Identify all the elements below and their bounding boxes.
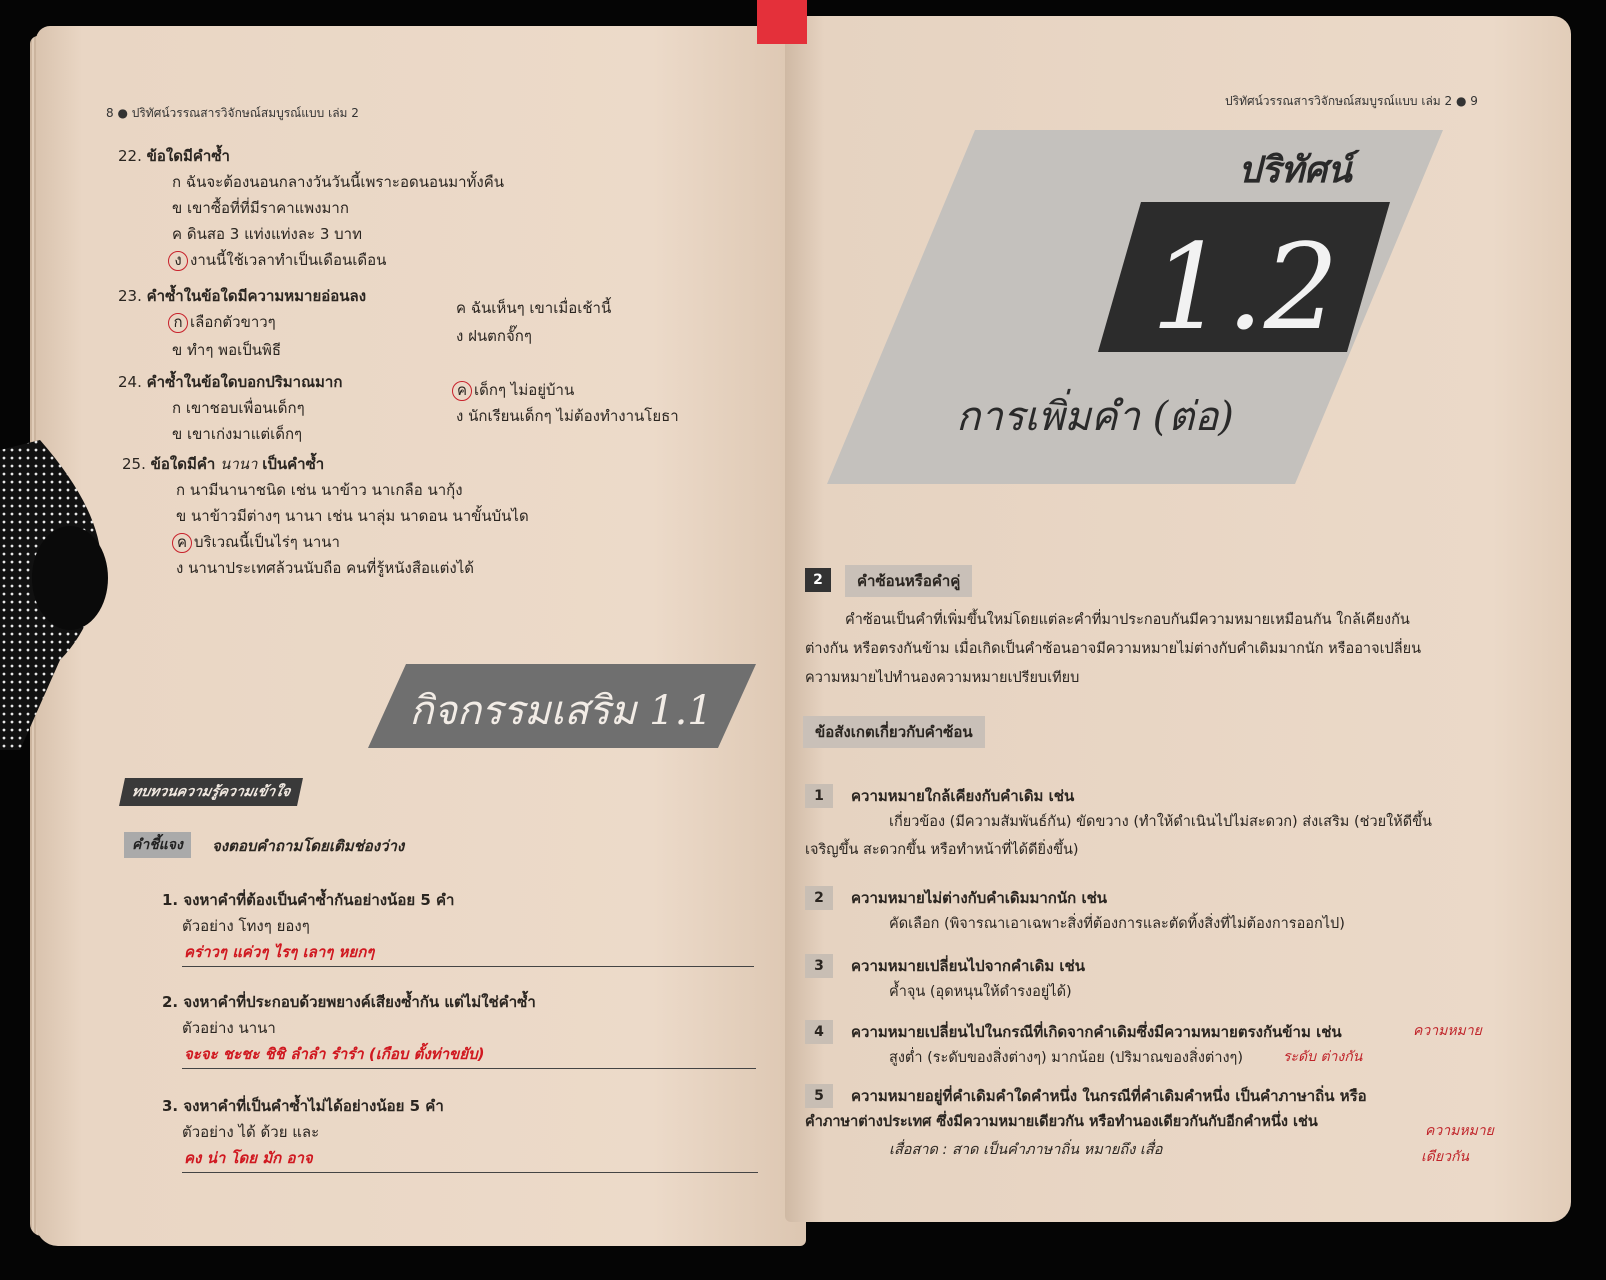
answer-circle: ก	[168, 313, 188, 333]
item-3-number: 3	[805, 954, 833, 978]
left-page-header: 8 ● ปริทัศน์วรรณสารวิจักษณ์สมบูรณ์แบบ เล่ม 2	[106, 106, 359, 120]
question-22: 22. ข้อใดมีคำซ้ำ	[118, 147, 230, 165]
handwritten-note: ระดับ ต่างกัน	[1283, 1049, 1363, 1065]
answer-circle: ค	[172, 533, 192, 553]
section-number: 2	[805, 568, 831, 592]
left-page	[36, 26, 806, 1246]
handwritten-note: ความหมาย	[1413, 1023, 1482, 1039]
intro-paragraph: คำซ้อนเป็นคำที่เพิ่มขึ้นใหม่โดยแต่ละคำที่มาประกอบกันมีความหมายเหมือนกัน ใกล้เคียงกัน ต่างกัน หรือตรงกันข้าม เมื่อเกิดเป็นคำซ้อนอาจมีความหมายไม่ต่างกับคำเดิมมากนัก หรืออาจเปลี่ยน ความหมายไปทำนองความหมายเปรียบเทียบ	[805, 612, 1422, 686]
review-label: ทบทวนความรู้ความเข้าใจ	[119, 778, 303, 806]
item-3-head: ความหมายเปลี่ยนไปจากคำเดิม เช่น	[851, 957, 1085, 975]
activity-banner-title: กิจกรรมเสริม 1.1	[409, 688, 713, 734]
q23-option-c: ค ฉันเห็นๆ เขาเมื่อเช้านี้	[456, 299, 612, 317]
item-4-number: 4	[805, 1020, 833, 1044]
q25-option-b: ข นาข้าวมีต่างๆ นานา เช่น นาลุ่ม นาดอน นาขั้นบันได	[176, 507, 529, 525]
right-page	[785, 16, 1571, 1222]
handwritten-note: เดียวกัน	[1421, 1149, 1469, 1165]
item-5-body: คำภาษาต่างประเทศ ซึ่งมีความหมายเดียวกัน หรือทำนองเดียวกันกับอีกคำหนึ่ง เช่น เสื่อสาด : สาด เป็นคำภาษาถิ่น หมายถึง เสื่อ	[805, 1114, 1318, 1158]
exercise-2-answer: จะจะ ชะชะ ชิชิ ลำลำ รำรำ (เกือบ ตั้งท่าขยับ)	[184, 1045, 485, 1063]
item-3-body: ค้ำจุน (อุดหนุนให้ดำรงอยู่ได้)	[889, 984, 1072, 1000]
exercise-1-answer: คร่าวๆ แค่วๆ ไรๆ เลาๆ หยกๆ	[184, 943, 375, 961]
exercise-1-prompt: 1. จงหาคำที่ต้องเป็นคำซ้ำกันอย่างน้อย 5 คำ	[162, 891, 455, 909]
right-page-header: ปริทัศน์วรรณสารวิจักษณ์สมบูรณ์แบบ เล่ม 2 ● 9	[1225, 94, 1478, 108]
q23-option-a: ก เลือกตัวขาวๆ	[168, 310, 276, 334]
q25-option-d: ง นานาประเทศล้วนนับถือ คนที่รู้หนังสือแต่งได้	[176, 559, 475, 577]
q22-option-c: ค ดินสอ 3 แท่งแท่งละ 3 บาท	[172, 225, 362, 243]
q22-option-a: ก ฉันจะต้องนอนกลางวันวันนี้เพราะอดนอนมาทั้งคืน	[172, 173, 505, 191]
question-24: 24. คำซ้ำในข้อใดบอกปริมาณมาก	[118, 373, 343, 391]
item-1-body: เกี่ยวข้อง (มีความสัมพันธ์กัน) ขัดขวาง (ทำให้ดำเนินไปไม่สะดวก) ส่งเสริม (ช่วยให้ดีขึ้น เจริญขึ้น สะดวกขึ้น หรือทำหน้าที่ได้ดียิ่งขึ้น)	[805, 814, 1432, 858]
item-1-head: ความหมายใกล้เคียงกับคำเดิม เช่น	[851, 787, 1075, 805]
chapter-banner	[825, 124, 1455, 500]
q23-option-d: ง ฝนตกจั๊กๆ	[456, 327, 532, 345]
answer-line	[182, 1068, 756, 1069]
handwritten-note: ความหมาย	[1425, 1123, 1494, 1139]
q25-option-c: ค บริเวณนี้เป็นไร่ๆ นานา	[172, 530, 340, 554]
item-5-head: ความหมายอยู่ที่คำเดิมคำใดคำหนึ่ง ในกรณีที่คำเดิมคำหนึ่ง เป็นคำภาษาถิ่น หรือ	[851, 1087, 1367, 1105]
item-2-head: ความหมายไม่ต่างกับคำเดิมมากนัก เช่น	[851, 889, 1108, 907]
answer-circle: ง	[168, 251, 188, 271]
item-5-number: 5	[805, 1084, 833, 1108]
q23-option-b: ข ทำๆ พอเป็นพิธี	[172, 341, 282, 359]
exercise-2-example: ตัวอย่าง นานา	[182, 1019, 276, 1037]
section-title: คำซ้อนหรือคำคู่	[845, 565, 972, 597]
instruction-text: จงตอบคำถามโดยเติมช่องว่าง	[212, 837, 405, 855]
q25-option-a: ก นามีนานาชนิด เช่น นาข้าว นาเกลือ นากุ้ง	[176, 481, 463, 499]
red-bookmark	[757, 0, 807, 44]
activity-banner	[366, 658, 756, 754]
answer-line	[182, 966, 754, 967]
item-1-number: 1	[805, 784, 833, 808]
answer-circle: ค	[452, 381, 472, 401]
exercise-3-prompt: 3. จงหาคำที่เป็นคำซ้ำไม่ได้อย่างน้อย 5 คำ	[162, 1097, 444, 1115]
observation-title: ข้อสังเกตเกี่ยวกับคำซ้อน	[803, 716, 985, 748]
q24-option-a: ก เขาชอบเพื่อนเด็กๆ	[172, 399, 305, 417]
question-23: 23. คำซ้ำในข้อใดมีความหมายอ่อนลง	[118, 287, 367, 305]
chapter-label: ปริทัศน์	[1238, 149, 1352, 191]
exercise-3-answer: คง น่า โดย มัก อาจ	[184, 1149, 313, 1167]
q24-option-b: ข เขาเก่งมาแต่เด็กๆ	[172, 425, 303, 443]
exercise-2-prompt: 2. จงหาคำที่ประกอบด้วยพยางค์เสียงซ้ำกัน แต่ไม่ใช่คำซ้ำ	[162, 993, 536, 1011]
question-25: 25. ข้อใดมีคำ นานา เป็นคำซ้ำ	[122, 455, 325, 473]
item-2-body: คัดเลือก (พิจารณาเอาเฉพาะสิ่งที่ต้องการและตัดทิ้งสิ่งที่ไม่ต้องการออกไป)	[889, 916, 1345, 932]
item-2-number: 2	[805, 886, 833, 910]
q22-option-d: ง งานนี้ใช้เวลาทำเป็นเดือนเดือน	[168, 248, 386, 272]
q22-option-b: ข เขาซื้อที่ที่มีราคาแพงมาก	[172, 199, 349, 217]
exercise-1-example: ตัวอย่าง โทงๆ ยองๆ	[182, 917, 310, 935]
glove-finger	[0, 430, 110, 750]
item-4-body: สูงต่ำ (ระดับของสิ่งต่างๆ) มากน้อย (ปริมาณของสิ่งต่างๆ)	[889, 1050, 1243, 1066]
q24-option-d: ง นักเรียนเด็กๆ ไม่ต้องทำงานโยธา	[456, 407, 679, 425]
item-4-head: ความหมายเปลี่ยนไปในกรณีที่เกิดจากคำเดิมซึ่งมีความหมายตรงกันข้าม เช่น	[851, 1023, 1342, 1041]
chapter-number: 1.2	[1151, 218, 1339, 356]
chapter-subtitle: การเพิ่มคำ (ต่อ)	[956, 394, 1234, 440]
answer-line	[182, 1172, 758, 1173]
q24-option-c: ค เด็กๆ ไม่อยู่บ้าน	[452, 378, 574, 402]
instruction-label: คำชี้แจง	[124, 832, 191, 858]
exercise-3-example: ตัวอย่าง ได้ ด้วย และ	[182, 1123, 320, 1141]
